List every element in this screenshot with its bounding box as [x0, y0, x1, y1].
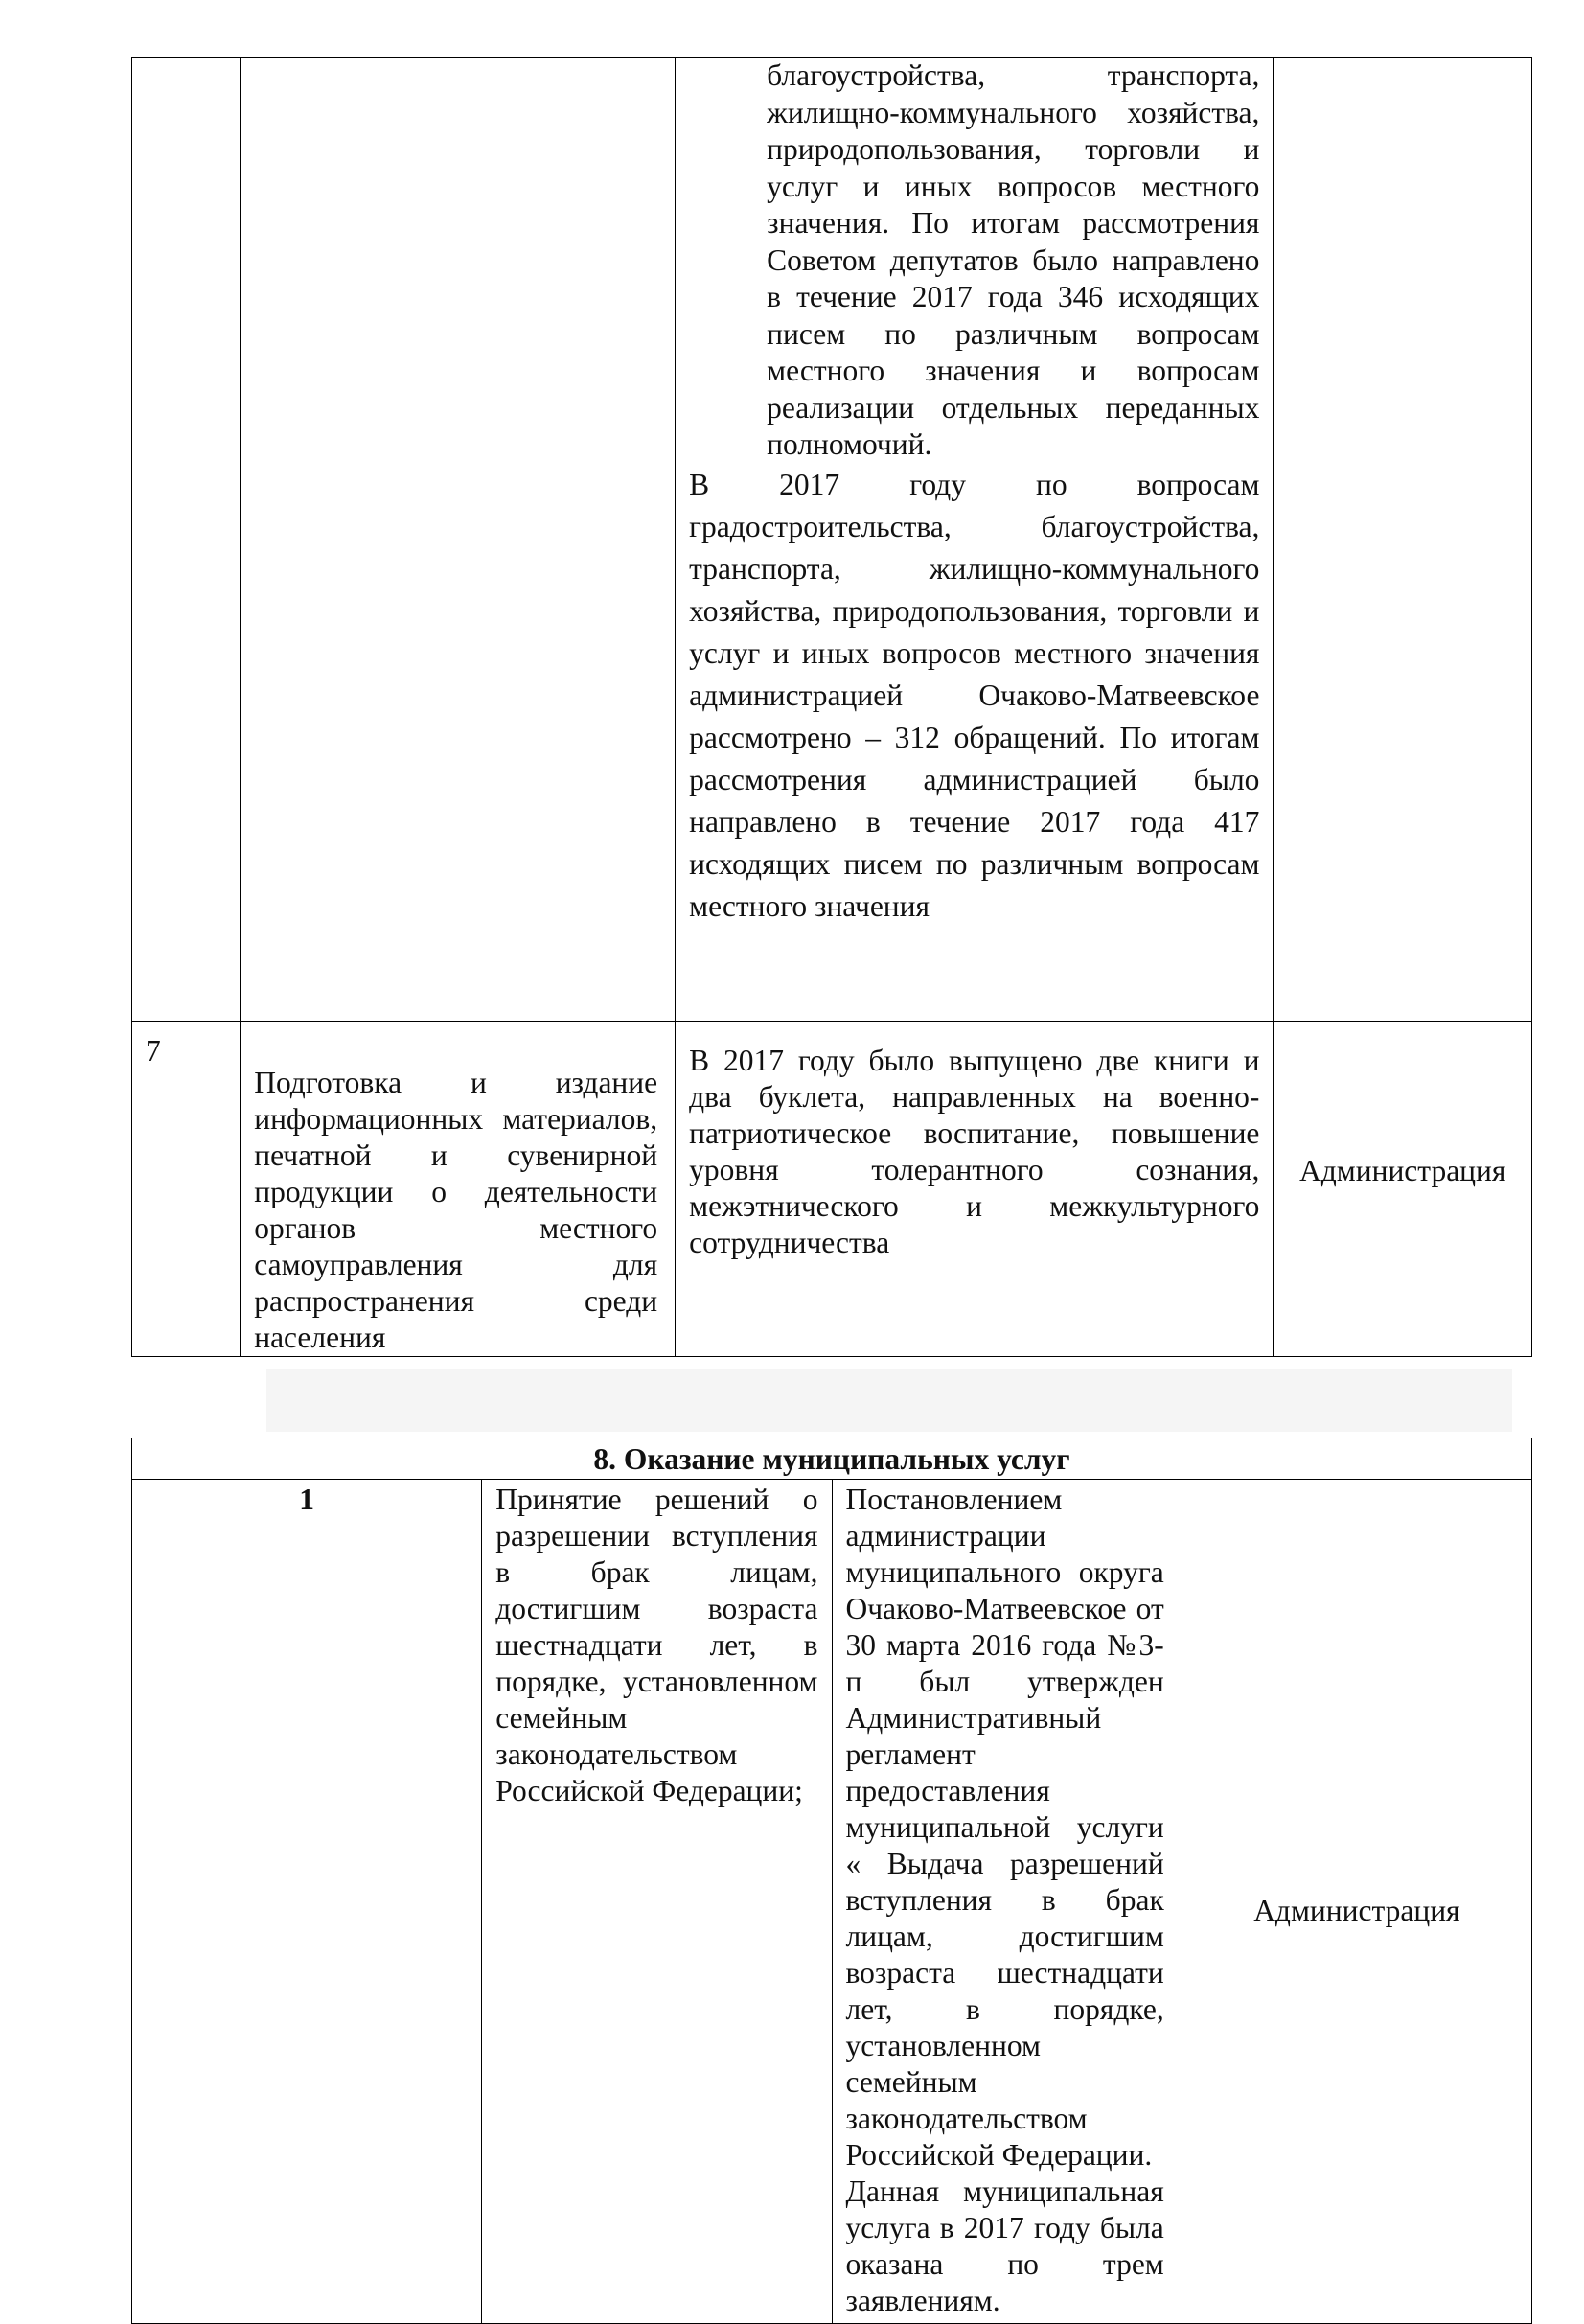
row-number-cell: 7 — [132, 1022, 241, 1357]
description-text: Постановлением администрации муниципального округа Очаково-Матвеевское от 30 марта 2016 года №3-п был утвержден Административный регламент предоставления муниципальной услуги « Выдача разрешений вступления в брак лицам, достигшим возраста шестнадцати лет, в порядке, установленном семейным законодательством Российской Федерации. — [845, 1483, 1164, 2172]
municipal-services-table — [131, 1438, 1532, 2324]
row-number-cell — [132, 58, 241, 1022]
table-row — [132, 1480, 1532, 2324]
activity-name-cell: Подготовка и издание информационных материалов, печатной и сувенирной продукции о деятельности органов местного самоуправления для распространения среди населения — [241, 1022, 676, 1357]
activity-description-cell — [676, 58, 1274, 1022]
service-description-cell — [832, 1480, 1182, 2324]
activities-table-continued — [131, 57, 1532, 1357]
responsible-cell: Администрация — [1274, 1022, 1532, 1357]
description-paragraph — [846, 1482, 1164, 2319]
row-number-cell: 1 — [132, 1480, 482, 2324]
responsible-cell: Администрация — [1182, 1480, 1531, 2324]
table-row — [132, 1022, 1532, 1357]
description-text: благоустройства, транспорта, жилищно-коммунального хозяйства, природопользования, торговли и услуг и иных вопросов местного значения. По итогам рассмотрения Советом депутатов было направлено в течение 2017 года 346 исходящих писем по различным вопросам местного значения и вопросам реализации отдельных переданных полномочий. — [767, 58, 1260, 461]
service-name-cell: Принятие решений о разрешении вступления в брак лицам, достигшим возраста шестнадцати лет, в порядке, установленном семейным законодательством Российской Федерации; — [482, 1480, 832, 2324]
responsible-cell — [1274, 58, 1532, 1022]
description-paragraph-continued — [676, 58, 1273, 464]
activity-name-cell — [241, 58, 676, 1022]
section-header-row — [132, 1438, 1532, 1480]
description-text: Данная муниципальная услуга в 2017 году была оказана по трем заявлениям. — [845, 2174, 1164, 2317]
table-row — [132, 58, 1532, 1022]
section-title: 8. Оказание муниципальных услуг — [132, 1438, 1532, 1480]
page-gap-shading — [266, 1369, 1512, 1432]
activity-description-cell: В 2017 году было выпущено две книги и два буклета, направленных на военно-патриотическое воспитание, повышение уровня толерантного сознания, межэтнического и межкультурного сотрудничества — [676, 1022, 1274, 1357]
description-text: В 2017 году по вопросам градостроительства, благоустройства, транспорта, жилищно-коммунального хозяйства, природопользования, торговли и услуг и иных вопросов местного значения администрацией Очаково-Матвеевское рассмотрено – 312 обращений. По итогам рассмотрения администрацией было направлено в течение 2017 года 417 исходящих писем по различным вопросам местного значения — [689, 467, 1260, 923]
description-paragraph — [676, 464, 1273, 928]
